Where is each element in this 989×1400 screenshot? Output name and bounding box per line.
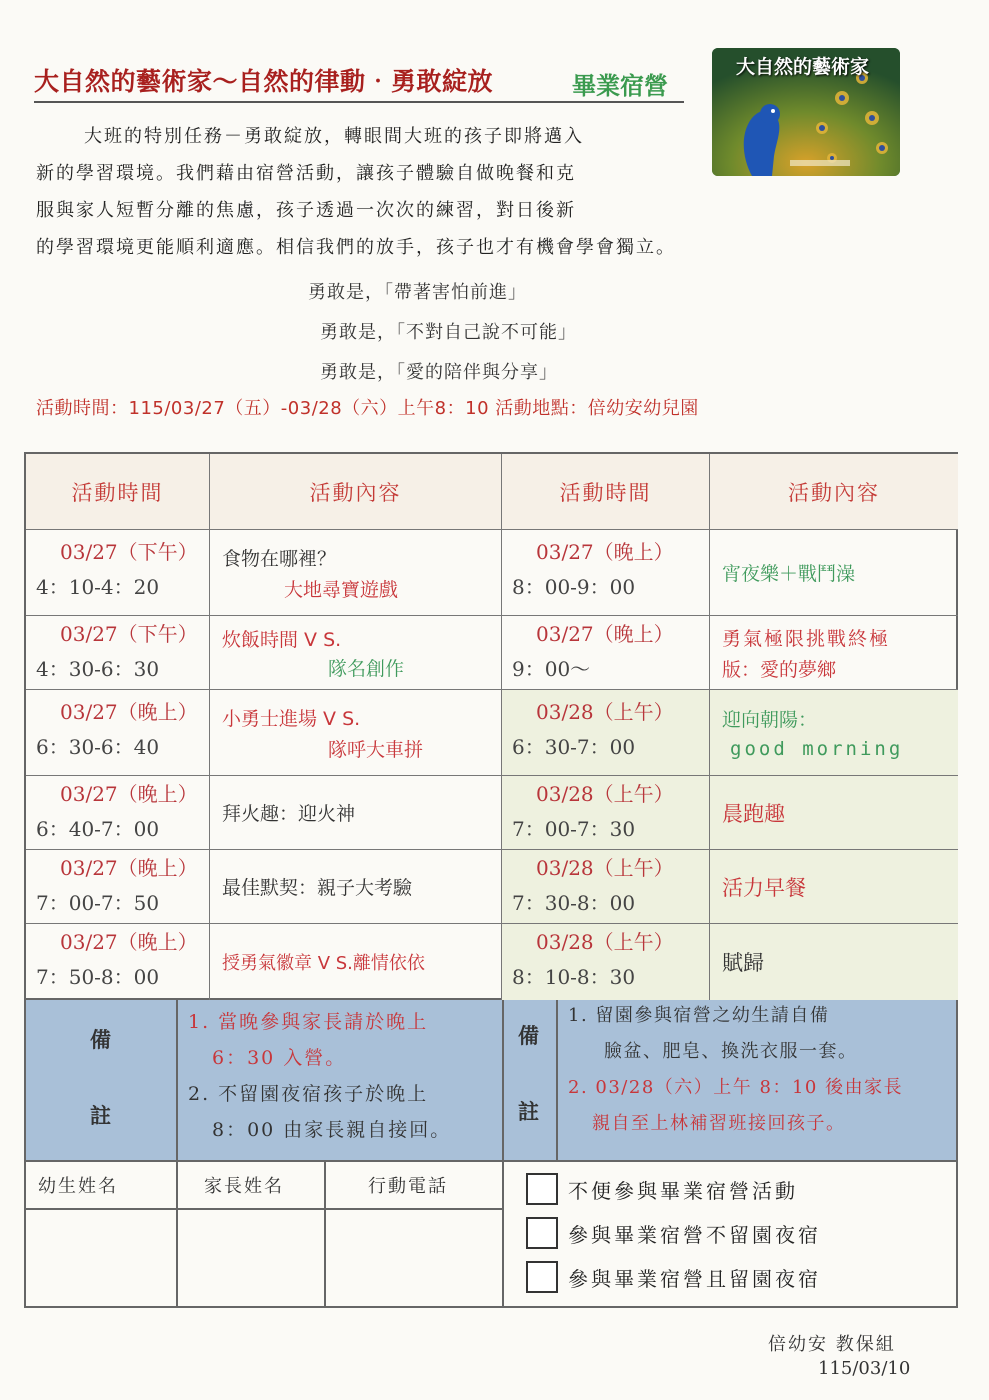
- intro-line-3: 服與家人短暫分離的焦慮，孩子透過一次次的練習，對日後新: [36, 200, 576, 221]
- option-not-attend-label: 不便參與畢業宿營活動: [568, 1178, 798, 1203]
- option-attend-overnight[interactable]: [526, 1260, 821, 1294]
- note-left-1a: 1. 當晚參與家長請於晚上: [188, 1011, 429, 1033]
- left-time-2: [26, 616, 210, 690]
- left-time-4: [26, 776, 210, 850]
- parent-name-field[interactable]: [180, 1214, 320, 1302]
- right-date-2: 03/27（晚上）: [536, 622, 674, 646]
- phone-header: 行動電話: [368, 1176, 448, 1197]
- right-date-6: 03/28（上午）: [536, 930, 674, 954]
- right-time-2: [502, 616, 710, 690]
- header-content-left: 活動內容: [210, 454, 502, 530]
- notes-label-right-b: 註: [518, 1100, 539, 1124]
- right-hours-2: 9：00～: [512, 657, 591, 681]
- right-time-3: [502, 690, 710, 776]
- child-name-header: 幼生姓名: [38, 1176, 118, 1197]
- intro-line-2: 新的學習環境。我們藉由宿營活動，讓孩子體驗自做晚餐和克: [36, 163, 576, 184]
- checkbox-attend-overnight[interactable]: [526, 1261, 558, 1293]
- left-activity-1b: 大地尋寶遊戲: [284, 578, 399, 601]
- right-hours-3: 6：30-7：00: [512, 735, 636, 759]
- left-activity-4: 拜火趣：迎火神: [222, 803, 356, 825]
- left-content-6: [210, 924, 502, 1000]
- note-right-1b: 臉盆、肥皂、換洗衣服一套。: [604, 1041, 858, 1062]
- notes-left: [188, 1004, 451, 1148]
- right-time-4: [502, 776, 710, 850]
- left-activity-3b: 隊呼大車拼: [328, 738, 424, 761]
- left-activity-3a: 小勇士進場 V S.: [222, 707, 361, 730]
- left-content-3: [210, 690, 502, 776]
- note-right-2b: 親自至上林補習班接回孩子。: [592, 1113, 846, 1134]
- left-date-5: 03/27（晚上）: [60, 856, 198, 880]
- left-date-3: 03/27（晚上）: [60, 700, 198, 724]
- footer-org: 倍幼安 教保組: [768, 1334, 896, 1355]
- left-hours-2: 4：30-6：30: [36, 657, 160, 681]
- right-date-3: 03/28（上午）: [536, 700, 674, 724]
- form-header-line: [26, 1208, 502, 1210]
- notes-label-right-a: 備: [518, 1024, 539, 1048]
- left-activity-6: 授勇氣徽章 V S.離情依依: [222, 953, 425, 974]
- page-title: 大自然的藝術家～自然的律動‧勇敢綻放: [34, 67, 494, 96]
- left-content-1: [210, 530, 502, 616]
- right-date-5: 03/28（上午）: [536, 856, 674, 880]
- book-title: 大自然的藝術家: [736, 56, 870, 78]
- right-activity-4: 晨跑趣: [722, 801, 785, 826]
- left-activity-1a: 食物在哪裡？: [222, 547, 337, 570]
- intro-line-1: 大班的特別任務－勇敢綻放，轉眼間大班的孩子即將邁入: [84, 126, 584, 147]
- form-divider-1: [176, 1162, 178, 1308]
- quote-1: 勇敢是，「帶著害怕前進」: [308, 282, 527, 303]
- left-date-1: 03/27（下午）: [60, 540, 198, 564]
- right-content-2: [710, 616, 958, 690]
- right-activity-2a: 勇氣極限挑戰終極: [722, 627, 891, 650]
- right-content-5: [710, 850, 958, 924]
- left-content-4: [210, 776, 502, 850]
- header-time-right: 活動時間: [502, 454, 710, 530]
- right-activity-2b: 版：愛的夢鄉: [722, 658, 837, 681]
- left-hours-5: 7：00-7：50: [36, 891, 160, 915]
- right-activity-3b: good morning: [730, 738, 904, 760]
- title-underline: [34, 100, 684, 103]
- right-content-6: [710, 924, 958, 1000]
- right-time-1: [502, 530, 710, 616]
- phone-field[interactable]: [328, 1214, 498, 1302]
- right-hours-5: 7：30-8：00: [512, 891, 636, 915]
- right-content-4: [710, 776, 958, 850]
- checkbox-attend-no-overnight[interactable]: [526, 1217, 558, 1249]
- right-date-4: 03/28（上午）: [536, 782, 674, 806]
- right-activity-6: 賦歸: [722, 951, 764, 975]
- notes-divider-mid: [502, 1000, 504, 1160]
- checkbox-not-attend[interactable]: [526, 1173, 558, 1205]
- right-hours-4: 7：00-7：30: [512, 817, 636, 841]
- right-content-3: [710, 690, 958, 776]
- left-time-6: [26, 924, 210, 1000]
- schedule-table: [24, 452, 958, 1000]
- event-time-location: 活動時間：115/03/27（五）-03/28（六）上午8：10 活動地點：倍幼安幼兒園: [36, 398, 699, 419]
- notes-divider-left: [176, 1000, 178, 1160]
- form-divider-3: [502, 1162, 504, 1308]
- note-left-1b: 6：30 入營。: [212, 1047, 347, 1069]
- left-time-3: [26, 690, 210, 776]
- notes-label-left-b: 註: [90, 1104, 111, 1128]
- left-hours-1: 4：10-4：20: [36, 575, 160, 599]
- option-not-attend[interactable]: [526, 1172, 798, 1206]
- option-attend-overnight-label: 參與畢業宿營且留園夜宿: [568, 1266, 821, 1291]
- left-date-4: 03/27（晚上）: [60, 782, 198, 806]
- right-date-1: 03/27（晚上）: [536, 540, 674, 564]
- quote-3: 勇敢是，「愛的陪伴與分享」: [320, 362, 558, 383]
- left-hours-4: 6：40-7：00: [36, 817, 160, 841]
- header-content-right: 活動內容: [710, 454, 958, 530]
- left-time-1: [26, 530, 210, 616]
- left-activity-2b: 隊名創作: [328, 657, 405, 680]
- right-activity-3a: 迎向朝陽：: [722, 709, 818, 731]
- left-content-2: [210, 616, 502, 690]
- note-left-2a: 2. 不留園夜宿孩子於晚上: [188, 1083, 429, 1105]
- note-right-2a: 2. 03/28（六）上午 8：10 後由家長: [568, 1077, 904, 1098]
- right-time-5: [502, 850, 710, 924]
- child-name-field[interactable]: [30, 1214, 172, 1302]
- intro-line-4: 的學習環境更能順利適應。相信我們的放手，孩子也才有機會學會獨立。: [36, 237, 676, 258]
- header-time-left: 活動時間: [26, 454, 210, 530]
- page-subtitle: 畢業宿營: [572, 71, 668, 100]
- left-activity-2a: 炊飯時間 V S.: [222, 628, 342, 651]
- notes-label-left-a: 備: [90, 1028, 111, 1052]
- right-hours-1: 8：00-9：00: [512, 575, 636, 599]
- right-activity-5: 活力早餐: [722, 875, 806, 900]
- right-content-1: [710, 530, 958, 616]
- notes-section: [24, 1000, 958, 1162]
- parent-name-header: 家長姓名: [204, 1176, 284, 1197]
- left-date-2: 03/27（下午）: [60, 622, 198, 646]
- right-time-6: [502, 924, 710, 1000]
- intro-paragraph: [36, 118, 836, 266]
- quote-2: 勇敢是，「不對自己說不可能」: [320, 322, 577, 343]
- right-hours-6: 8：10-8：30: [512, 965, 636, 989]
- note-left-2b: 8：00 由家長親自接回。: [212, 1119, 452, 1141]
- registration-form: [24, 1162, 958, 1308]
- right-activity-1: 宵夜樂＋戰鬥澡: [722, 563, 856, 585]
- left-content-5: [210, 850, 502, 924]
- note-right-1a: 1. 留園參與宿營之幼生請自備: [568, 1005, 830, 1026]
- left-activity-5: 最佳默契：親子大考驗: [222, 877, 413, 899]
- notes-divider-right: [556, 1000, 558, 1160]
- footer-date: 115/03/10: [818, 1358, 911, 1379]
- form-divider-2: [324, 1162, 326, 1308]
- option-attend-no-overnight[interactable]: [526, 1216, 821, 1250]
- left-time-5: [26, 850, 210, 924]
- notes-right: [568, 998, 903, 1142]
- option-attend-no-overnight-label: 參與畢業宿營不留園夜宿: [568, 1222, 821, 1247]
- left-hours-6: 7：50-8：00: [36, 965, 160, 989]
- left-hours-3: 6：30-6：40: [36, 735, 160, 759]
- left-date-6: 03/27（晚上）: [60, 930, 198, 954]
